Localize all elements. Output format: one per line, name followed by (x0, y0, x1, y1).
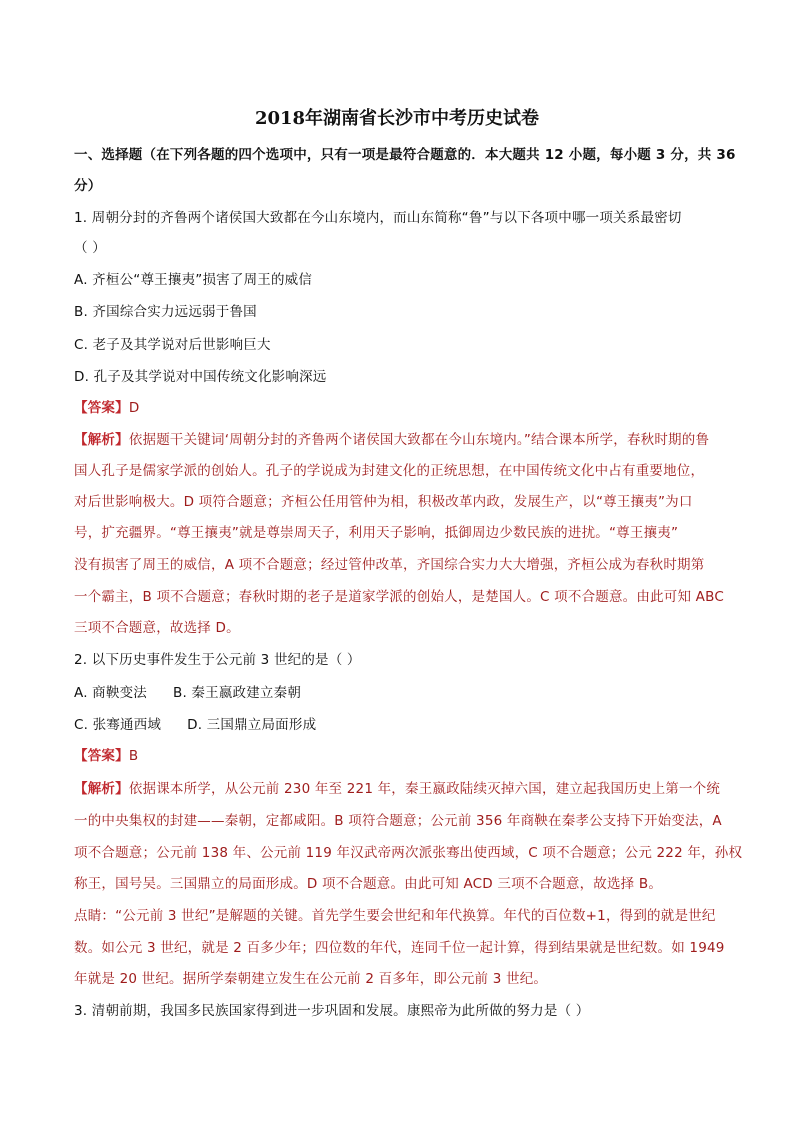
q2-tip-line-3: 年就是 20 世纪。据所学秦朝建立发生在公元前 2 百多年，即公元前 3 世纪。 (74, 971, 548, 987)
answer-label: 【答案】 (74, 400, 129, 416)
q1-analysis-line-5: 没有损害了周王的威信，A 项不合题意；经过管仲改革，齐国综合实力大大增强，齐桓公成为春秋时期第 (74, 557, 705, 573)
q1-analysis-line-4: 号，扩充疆界。“尊王攘夷”就是尊崇周天子，利用天子影响，抵御周边少数民族的进扰。“尊王攘夷” (74, 525, 679, 541)
q2-tip-line-1: 点睛：“公元前 3 世纪”是解题的关键。首先学生要会世纪和年代换算。年代的百位数+1，得到的就是世纪 (74, 908, 716, 924)
q2-analysis-line-2: 一的中央集权的封建——秦朝，定都咸阳。B 项符合题意；公元前 356 年商鞅在秦孝公支持下开始变法，A (74, 813, 722, 829)
section-heading-line-2: 分） (74, 178, 102, 194)
q2-analysis-line-1: 【解析】依据课本所学，从公元前 230 年至 221 年，秦王嬴政陆续灭掉六国，建立起我国历史上第一个统 (74, 781, 721, 797)
q2-option-d: D. 三国鼎立局面形成 (187, 717, 317, 733)
analysis-label: 【解析】 (74, 432, 129, 448)
section-heading-line-1: 一、选择题（在下列各题的四个选项中，只有一项是最符合题意的．本大题共 12 小题，每小题 3 分，共 36 (74, 147, 736, 163)
q2-answer (74, 746, 724, 766)
q2-analysis-line-4: 称王，国号吴。三国鼎立的局面形成。D 项不合题意。由此可知 ACD 三项不合题意，故选择 B。 (74, 876, 663, 892)
q1-option-c: C. 老子及其学说对后世影响巨大 (74, 337, 271, 353)
q1-option-b: B. 齐国综合实力远远弱于鲁国 (74, 304, 257, 320)
q2-tip-line-2: 数。如公元 3 世纪，就是 2 百多少年；四位数的年代，连同千位一起计算，得到结果就是世纪数。如 1949 (74, 940, 725, 956)
q1-analysis-line-3: 对后世影响极大。D 项符合题意；齐桓公任用管仲为相，积极改革内政，发展生产，以“尊王攘夷”为口 (74, 494, 693, 510)
q2-option-a: A. 商鞅变法 (74, 685, 147, 701)
answer-value: B (128, 748, 139, 764)
q2-option-c: C. 张骞通西域 (74, 717, 162, 733)
analysis-label: 【解析】 (74, 781, 129, 797)
q1-option-d: D. 孔子及其学说对中国传统文化影响深远 (74, 369, 327, 385)
q1-analysis-line-2: 国人孔子是儒家学派的创始人。孔子的学说成为封建文化的正统思想，在中国传统文化中占有重要地位， (74, 463, 705, 479)
q2-option-b: B. 秦王嬴政建立秦朝 (172, 685, 302, 701)
q1-analysis-line-1: 【解析】依据题干关键词‘周朝分封的齐鲁两个诸侯国大致都在今山东境内。”结合课本所学，春秋时期的鲁 (74, 432, 710, 448)
q1-stem-line-1: 1. 周朝分封的齐鲁两个诸侯国大致都在今山东境内，而山东简称“鲁”与以下各项中哪一项关系最密切 (74, 210, 682, 226)
q1-analysis-line-7: 三项不合题意，故选择 D。 (74, 620, 240, 636)
q2-analysis-line-3: 项不合题意；公元前 138 年、公元前 119 年汉武帝两次派张骞出使西域，C 项不合题意；公元 222 年，孙权 (74, 845, 743, 861)
answer-value: D (128, 400, 140, 416)
q2-options-row-2 (74, 715, 724, 735)
q3-stem: 3. 清朝前期，我国多民族国家得到进一步巩固和发展。康熙帝为此所做的努力是（ ） (74, 1003, 590, 1019)
q1-option-a: A. 齐桓公“尊王攘夷”损害了周王的威信 (74, 272, 313, 288)
q2-options-row-1 (74, 683, 724, 703)
answer-label: 【答案】 (74, 748, 129, 764)
q1-stem-line-2: （ ） (74, 240, 106, 256)
q2-stem: 2. 以下历史事件发生于公元前 3 世纪的是（ ） (74, 652, 361, 668)
page-title: 2018年湖南省长沙市中考历史试卷 (254, 108, 540, 129)
q1-analysis-line-6: 一个霸主，B 项不合题意；春秋时期的老子是道家学派的创始人，是楚国人。C 项不合题意。由此可知 ABC (74, 589, 724, 605)
q1-answer (74, 398, 724, 418)
